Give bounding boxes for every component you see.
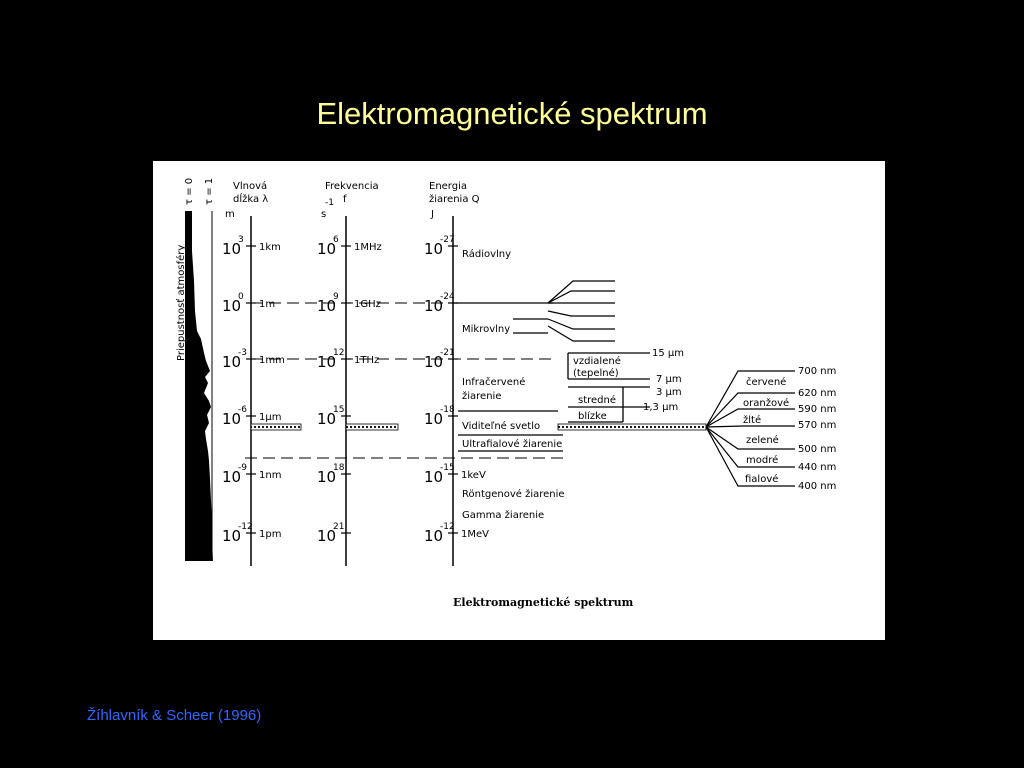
wavelength-tick-base: 10 bbox=[222, 297, 242, 315]
infrared-value-3um: 3 μm bbox=[656, 387, 682, 398]
infrared-value-15um: 15 μm bbox=[652, 348, 685, 359]
frequency-unit-exp: -1 bbox=[325, 198, 334, 208]
frequency-tick-exponent: 18 bbox=[333, 463, 345, 473]
nm-590: 590 nm bbox=[798, 404, 837, 415]
region-infrared: Infračervené bbox=[462, 377, 526, 388]
spectrum-figure bbox=[153, 161, 885, 640]
region-visible: Viditeľné svetlo bbox=[462, 421, 541, 432]
region-microwave: Mikrovlny bbox=[462, 324, 511, 335]
visible-band-frequency bbox=[346, 424, 398, 430]
wavelength-tick-label: 1m bbox=[259, 299, 276, 310]
infrared-far-2: (tepelné) bbox=[573, 368, 619, 379]
region-radio: Rádiovlny bbox=[462, 249, 512, 260]
nm-700: 700 nm bbox=[798, 366, 837, 377]
energy-tick-exponent: -21 bbox=[440, 348, 455, 358]
visible-band-wavelength bbox=[251, 424, 301, 430]
nm-400: 400 nm bbox=[798, 481, 837, 492]
infrared-mid: stredné bbox=[578, 395, 617, 406]
wavelength-tick bbox=[222, 292, 275, 315]
energy-tick-base: 10 bbox=[424, 240, 444, 258]
citation: Žíhlavník & Scheer (1996) bbox=[87, 707, 262, 724]
wavelength-tick-base: 10 bbox=[222, 353, 242, 371]
color-violet: fialové bbox=[745, 474, 779, 485]
energy-tick-base: 10 bbox=[424, 468, 444, 486]
color-orange: oranžové bbox=[743, 398, 790, 409]
tau-0-label: τ = 0 bbox=[184, 177, 195, 205]
region-brackets bbox=[453, 244, 563, 451]
wavelength-tick-exponent: 0 bbox=[238, 292, 244, 302]
color-blue: modré bbox=[746, 455, 779, 466]
atmosphere-label: Priepustnosť atmosféry bbox=[176, 244, 187, 361]
frequency-tick-base: 10 bbox=[317, 297, 337, 315]
infrared-near: blízke bbox=[578, 411, 607, 422]
color-green: zelené bbox=[746, 435, 779, 446]
figure-caption: Elektromagnetické spektrum bbox=[453, 596, 634, 609]
wavelength-tick-base: 10 bbox=[222, 527, 242, 545]
energy-unit: J bbox=[431, 209, 434, 220]
color-red: červené bbox=[746, 377, 787, 388]
region-gamma: Gamma žiarenie bbox=[462, 510, 545, 521]
infrared-value-7um: 7 μm bbox=[656, 374, 682, 385]
wavelength-tick-label: 1pm bbox=[259, 529, 282, 540]
region-ultraviolet: Ultrafialové žiarenie bbox=[462, 439, 563, 450]
region-xray: Röntgenové žiarenie bbox=[462, 489, 565, 500]
energy-header-2: žiarenia Q bbox=[429, 194, 480, 205]
wavelength-tick-exponent: -12 bbox=[238, 522, 253, 532]
tau-1-label: τ = 1 bbox=[204, 177, 215, 205]
frequency-tick-exponent: 21 bbox=[333, 522, 345, 532]
energy-tick-exponent: -12 bbox=[440, 522, 455, 532]
wavelength-header: Vlnová bbox=[233, 181, 268, 192]
wavelength-tick-exponent: -9 bbox=[238, 463, 247, 473]
nm-620: 620 nm bbox=[798, 388, 837, 399]
frequency-tick-base: 10 bbox=[317, 410, 337, 428]
frequency-tick-base: 10 bbox=[317, 527, 337, 545]
wavelength-tick-label: 1km bbox=[259, 242, 281, 253]
wavelength-tick-base: 10 bbox=[222, 410, 242, 428]
frequency-tick-base: 10 bbox=[317, 240, 337, 258]
frequency-tick-base: 10 bbox=[317, 353, 337, 371]
energy-tick-exponent: -27 bbox=[440, 235, 455, 245]
energy-tick-base: 10 bbox=[424, 297, 444, 315]
energy-tick bbox=[424, 522, 489, 545]
radio-fan-lines bbox=[548, 281, 615, 341]
energy-tick-exponent: -15 bbox=[440, 463, 455, 473]
axis-ticks bbox=[222, 235, 489, 545]
energy-tick-base: 10 bbox=[424, 353, 444, 371]
frequency-tick bbox=[317, 235, 382, 258]
wavelength-tick-label: 1mm bbox=[259, 355, 285, 366]
frequency-tick-label: 1MHz bbox=[354, 242, 382, 253]
energy-tick-base: 10 bbox=[424, 410, 444, 428]
wavelength-tick-label: 1nm bbox=[259, 470, 282, 481]
region-infrared-2: žiarenie bbox=[462, 391, 502, 402]
wavelength-tick-label: 1μm bbox=[259, 412, 282, 423]
frequency-header: Frekvencia bbox=[325, 181, 379, 192]
energy-tick-exponent: -24 bbox=[440, 292, 455, 302]
nm-570: 570 nm bbox=[798, 420, 837, 431]
frequency-tick-exponent: 15 bbox=[333, 405, 345, 415]
visible-fan-lines bbox=[706, 371, 795, 486]
frequency-unit: s bbox=[321, 209, 327, 220]
wavelength-tick-base: 10 bbox=[222, 240, 242, 258]
atmosphere-transmission-shape bbox=[185, 211, 213, 561]
energy-tick-label: 1keV bbox=[461, 470, 486, 481]
nm-440: 440 nm bbox=[798, 462, 837, 473]
infrared-value-1-3um: 1,3 μm bbox=[643, 402, 679, 413]
frequency-tick-label: 1GHz bbox=[354, 299, 381, 310]
energy-header: Energia bbox=[429, 181, 467, 192]
wavelength-tick-base: 10 bbox=[222, 468, 242, 486]
wavelength-header-2: dĺžka λ bbox=[233, 194, 269, 205]
wavelength-tick-exponent: -6 bbox=[238, 405, 247, 415]
energy-tick-exponent: -18 bbox=[440, 405, 455, 415]
frequency-tick-exponent: 9 bbox=[333, 292, 339, 302]
energy-tick-base: 10 bbox=[424, 527, 444, 545]
frequency-tick-exponent: 12 bbox=[333, 348, 345, 358]
nm-500: 500 nm bbox=[798, 444, 837, 455]
wavelength-unit: m bbox=[225, 209, 235, 220]
spectrum-diagram bbox=[153, 161, 885, 640]
color-yellow: žlté bbox=[743, 415, 762, 426]
visible-band-energy bbox=[558, 424, 706, 430]
wavelength-tick-exponent: -3 bbox=[238, 348, 247, 358]
energy-tick-label: 1MeV bbox=[461, 529, 489, 540]
frequency-tick-label: 1THz bbox=[354, 355, 380, 366]
slide-title: Elektromagnetické spektrum bbox=[316, 96, 708, 131]
infrared-far: vzdialené bbox=[573, 356, 621, 367]
energy-tick bbox=[424, 463, 486, 486]
frequency-tick-base: 10 bbox=[317, 468, 337, 486]
frequency-header-2: f bbox=[343, 194, 347, 205]
frequency-tick-exponent: 6 bbox=[333, 235, 339, 245]
wavelength-tick-exponent: 3 bbox=[238, 235, 244, 245]
